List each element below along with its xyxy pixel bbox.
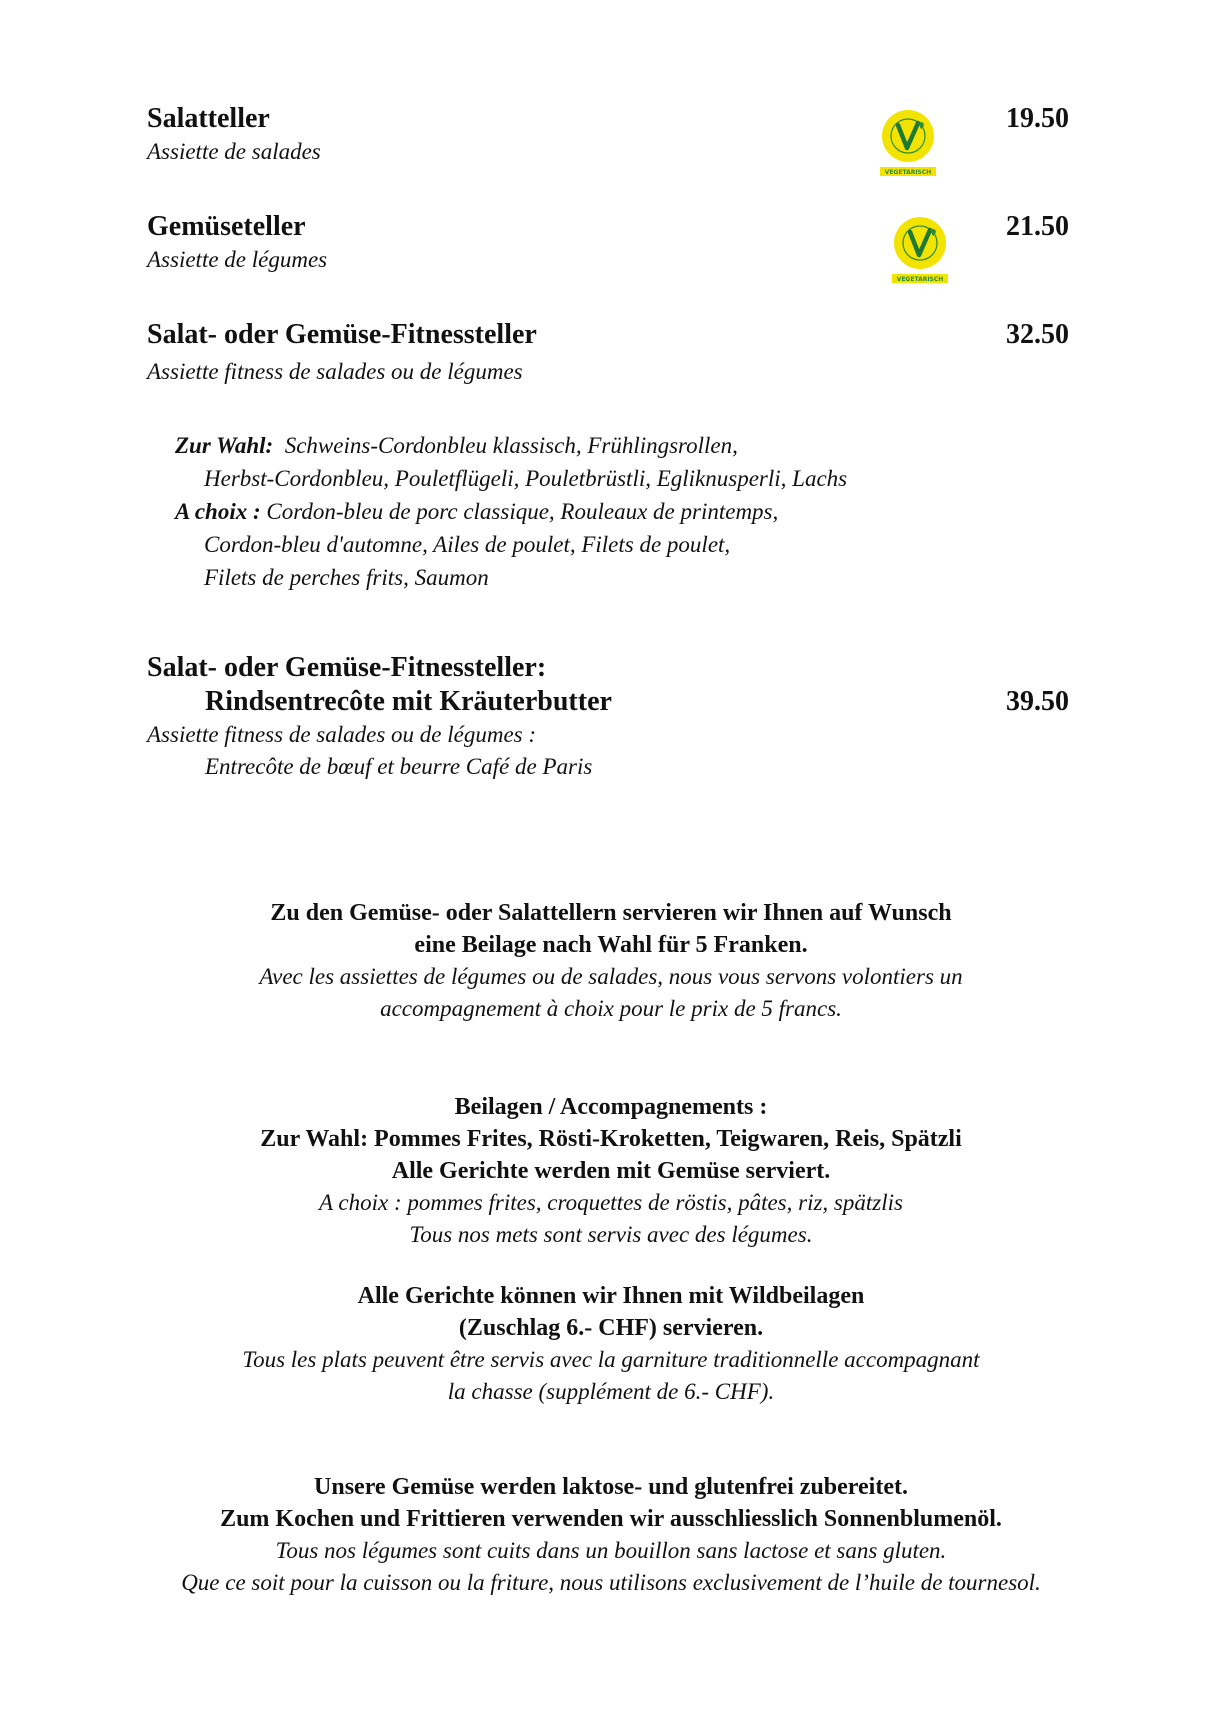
note-fr: la chasse (supplément de 6.- CHF). <box>447 1379 775 1404</box>
choice-label-de: Zur Wahl: <box>175 433 274 458</box>
item-subtitle-line2: Entrecôte de bœuf et beurre Café de Paris <box>205 754 593 779</box>
item-title: Salat- oder Gemüse-Fitnessteller: <box>147 652 547 683</box>
choice-list <box>175 429 1055 594</box>
note-de: Alle Gerichte werden mit Gemüse serviert. <box>391 1158 831 1184</box>
note-de: Alle Gerichte können wir Ihnen mit Wildbeilagen <box>357 1283 865 1309</box>
item-title: Salatteller <box>147 103 270 134</box>
choice-line <box>175 495 1055 528</box>
note-de: eine Beilage nach Wahl für 5 Franken. <box>414 932 808 958</box>
note-wild <box>0 1280 1222 1408</box>
item-subtitle: Assiette fitness de salades ou de légumes : <box>147 722 537 747</box>
note-de: (Zuschlag 6.- CHF) servieren. <box>458 1315 764 1341</box>
note-de: Zur Wahl: Pommes Frites, Rösti-Kroketten, Teigwaren, Reis, Spätzli <box>260 1126 962 1152</box>
choice-line: Filets de perches frits, Saumon <box>204 565 489 590</box>
svg-text:VEGETARISCH: VEGETARISCH <box>896 276 944 283</box>
note-fr: A choix : pommes frites, croquettes de röstis, pâtes, riz, spätzlis <box>319 1190 903 1215</box>
item-subtitle: Assiette de salades <box>147 139 321 164</box>
item-subtitle: Assiette de légumes <box>147 247 328 272</box>
item-title: Gemüseteller <box>147 211 306 242</box>
note-fr: accompagnement à choix pour le prix de 5 francs. <box>380 996 842 1021</box>
note-de: Beilagen / Accompagnements : <box>454 1094 768 1120</box>
note-fr: Tous nos mets sont servis avec des légumes. <box>409 1222 813 1247</box>
note-fr: Tous nos légumes sont cuits dans un bouillon sans lactose et sans gluten. <box>275 1538 947 1563</box>
item-price: 32.50 <box>1006 319 1069 350</box>
item-title-line2: Rindsentrecôte mit Kräuterbutter <box>205 686 612 717</box>
note-fr: Que ce soit pour la cuisson ou la friture, nous utilisons exclusivement de l’huile de tournesol. <box>181 1570 1041 1595</box>
note-de: Zum Kochen und Frittieren verwenden wir ausschliesslich Sonnenblumenöl. <box>220 1506 1002 1532</box>
note-fr: Avec les assiettes de légumes ou de salades, nous vous servons volontiers un <box>259 964 963 989</box>
note-de: Zu den Gemüse- oder Salattellern servieren wir Ihnen auf Wunsch <box>270 900 952 926</box>
note-de: Unsere Gemüse werden laktose- und glutenfrei zubereitet. <box>314 1474 908 1500</box>
choice-label-fr: A choix : <box>175 499 261 524</box>
item-price: 39.50 <box>1006 686 1069 717</box>
svg-text:VEGETARISCH: VEGETARISCH <box>884 169 932 176</box>
item-price: 19.50 <box>1006 103 1069 134</box>
item-price: 21.50 <box>1006 211 1069 242</box>
vegetarian-v-label-icon <box>890 215 950 285</box>
vegetarian-v-label-icon <box>878 108 938 178</box>
choice-line: Herbst-Cordonbleu, Pouletflügeli, Pouletbrüstli, Egliknusperli, Lachs <box>204 466 848 491</box>
item-subtitle: Assiette fitness de salades ou de légumes <box>147 359 523 384</box>
item-title: Salat- oder Gemüse-Fitnessteller <box>147 319 537 350</box>
menu-item-fitnessteller <box>147 318 1069 388</box>
choice-text: Cordon-bleu de porc classique, Rouleaux de printemps, <box>266 499 779 524</box>
menu-item-entrecote <box>147 651 1069 783</box>
note-accompagnements <box>0 1091 1222 1251</box>
choice-line: Cordon-bleu d'automne, Ailes de poulet, Filets de poulet, <box>204 532 731 557</box>
note-fr: Tous les plats peuvent être servis avec la garniture traditionnelle accompagnant <box>242 1347 980 1372</box>
note-beilage <box>0 897 1222 1025</box>
choice-line <box>175 429 1055 462</box>
note-gemuese <box>0 1471 1222 1599</box>
choice-text: Schweins-Cordonbleu klassisch, Frühlingsrollen, <box>284 433 738 458</box>
